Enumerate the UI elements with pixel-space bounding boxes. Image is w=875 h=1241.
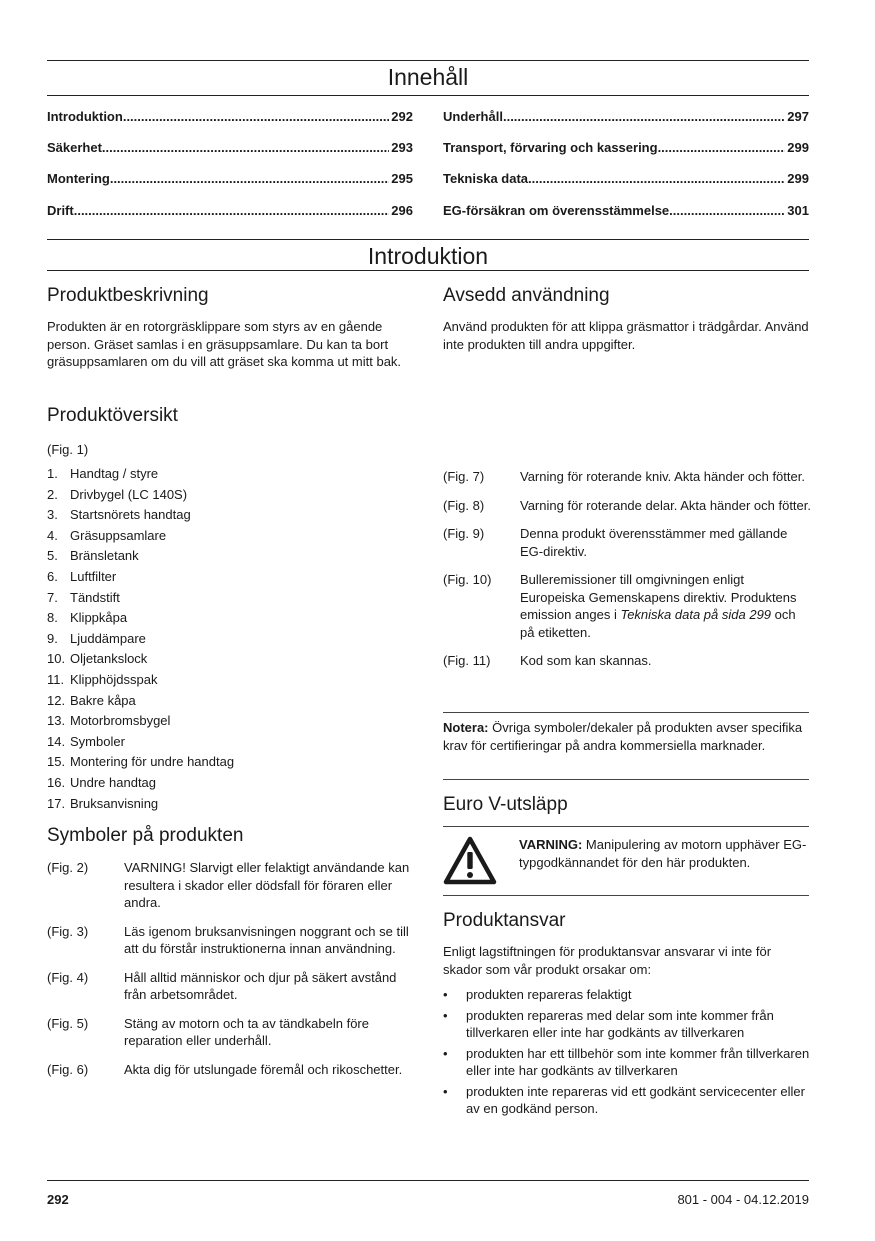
list-item: 11. Klipphöjdsspak	[47, 671, 158, 687]
document-code: 801 - 004 - 04.12.2019	[677, 1192, 809, 1207]
intro-top-rule	[47, 239, 809, 240]
intro-title: Introduktion	[367, 243, 489, 269]
list-item: 7. Tändstift	[47, 589, 120, 605]
toc-entry-tekniska-data[interactable]: Tekniska data ..... 299	[443, 171, 809, 186]
list-item: 6. Luftfilter	[47, 568, 117, 584]
symbol-table-left	[47, 859, 415, 1078]
heading-avsedd-anvandning: Avsedd användning	[443, 285, 610, 306]
list-item: 9. Ljuddämpare	[47, 630, 146, 646]
warning-text: VARNING: Manipulering av motorn upphäver EG-typgodkännandet för den här produkten.	[519, 837, 807, 870]
warning-triangle-icon	[443, 836, 497, 886]
list-item: 10. Oljetankslock	[47, 651, 148, 667]
heading-produktbeskrivning: Produktbeskrivning	[47, 285, 209, 306]
heading-produktoversikt: Produktöversikt	[47, 405, 178, 426]
list-item: • produkten repareras med delar som inte kommer från tillverkaren eller inte har godkänts av tillverkaren	[443, 1007, 774, 1040]
toc-entry-underhall[interactable]: Underhåll ..... 297	[443, 109, 809, 124]
note-bottom-rule	[443, 779, 809, 780]
toc-entry-transport[interactable]: Transport, förvaring och kassering ..... 299	[443, 140, 809, 155]
list-item: 8. Klippkåpa	[47, 610, 128, 626]
symbol-row: (Fig. 4) Håll alltid människor och djur på säkert avstånd från arbetsområdet.	[47, 969, 397, 1002]
symbol-row: (Fig. 6) Akta dig för utslungade föremål och rikoschetter.	[47, 1061, 403, 1077]
symbol-row: (Fig. 9) Denna produkt överensstämmer med gällande EG-direktiv.	[443, 526, 788, 559]
list-item: 12. Bakre kåpa	[47, 692, 136, 708]
toc-entry-sakerhet[interactable]: Säkerhet ..... 293	[47, 140, 413, 155]
list-item: 14. Symboler	[47, 733, 125, 749]
toc-title: Innehåll	[387, 64, 469, 90]
symbol-row: (Fig. 11) Kod som kan skannas.	[443, 653, 652, 668]
note-text: Notera: Övriga symboler/dekaler på produkten avser specifika krav för certifieringar på andra kommersiella marknader.	[443, 720, 803, 753]
produktansvar-list	[443, 986, 811, 1121]
symbol-row: (Fig. 5) Stäng av motorn och ta av tändkabeln före reparation eller underhåll.	[47, 1015, 369, 1048]
produktbeskrivning-text: Produkten är en rotorgräsklippare som styrs av en gående person. Gräset samlas i en gräsuppsamlare. Du kan ta bort gräsuppsamlaren om du vill att gräset ska komma ut mitt bak.	[47, 319, 402, 369]
symbol-row: (Fig. 2) VARNING! Slarvigt eller felaktigt användande kan resultera i skador eller dödsfall för föraren eller andra.	[47, 860, 410, 910]
symbol-row: (Fig. 10) Bulleremissioner till omgivningen enligt Europeiska Gemenskapens direktiv. Produktens emission anges i Tekniska data på sida 299 och på etiketten.	[443, 572, 797, 640]
list-item: 2. Drivbygel (LC 140S)	[47, 486, 188, 502]
toc-entry-drift[interactable]: Drift ..... 296	[47, 203, 413, 218]
note-top-rule	[443, 712, 809, 713]
product-overview-list	[47, 464, 407, 814]
list-item: 5. Bränsletank	[47, 548, 139, 564]
symbol-row: (Fig. 7) Varning för roterande kniv. Akta händer och fötter.	[443, 469, 805, 484]
top-rule	[47, 60, 809, 61]
heading-symboler: Symboler på produkten	[47, 825, 244, 846]
list-item: • produkten inte repareras vid ett godkänt servicecenter eller av en godkänd person.	[443, 1083, 805, 1116]
footer-rule	[47, 1180, 809, 1181]
list-item: 13. Motorbromsbygel	[47, 713, 171, 729]
list-item: 17. Bruksanvisning	[47, 795, 159, 811]
toc-entry-montering[interactable]: Montering ..... 295	[47, 171, 413, 186]
list-item: • produkten har ett tillbehör som inte kommer från tillverkaren eller inte har godkänts av tillverkaren	[443, 1045, 810, 1078]
oversikt-fig-ref: (Fig. 1)	[47, 442, 89, 457]
list-item: 4. Gräsuppsamlare	[47, 527, 167, 543]
warning-bottom-rule	[443, 895, 809, 896]
list-item: 15. Montering för undre handtag	[47, 754, 235, 770]
list-item: 1. Handtag / styre	[47, 466, 159, 481]
symbol-table-right	[443, 468, 811, 670]
list-item: • produkten repareras felaktigt	[443, 987, 632, 1002]
toc-title-rule	[47, 95, 809, 96]
toc-entry-eg-forsakran[interactable]: EG-försäkran om överensstämmelse ..... 301	[443, 203, 809, 218]
warning-top-rule	[443, 826, 809, 827]
list-item: 16. Undre handtag	[47, 774, 157, 790]
avsedd-text: Använd produkten för att klippa gräsmattor i trädgårdar. Använd inte produkten till andra uppgifter.	[443, 319, 809, 352]
page-number: 292	[47, 1192, 69, 1207]
intro-title-rule	[47, 270, 809, 271]
tekniska-data-link[interactable]: Tekniska data på sida 299	[620, 607, 772, 622]
list-item: 3. Startsnörets handtag	[47, 507, 191, 523]
toc-entry-introduktion[interactable]: Introduktion ..... 292	[47, 109, 413, 124]
heading-produktansvar: Produktansvar	[443, 910, 566, 931]
heading-euro-v: Euro V-utsläpp	[443, 794, 568, 815]
symbol-row: (Fig. 3) Läs igenom bruksanvisningen noggrant och se till att du förstår instruktionerna innan användning.	[47, 923, 409, 956]
symbol-row: (Fig. 8) Varning för roterande delar. Akta händer och fötter.	[443, 497, 812, 513]
produktansvar-intro: Enligt lagstiftningen för produktansvar ansvarar vi inte för skador som vår produkt orsakar om:	[443, 944, 772, 977]
